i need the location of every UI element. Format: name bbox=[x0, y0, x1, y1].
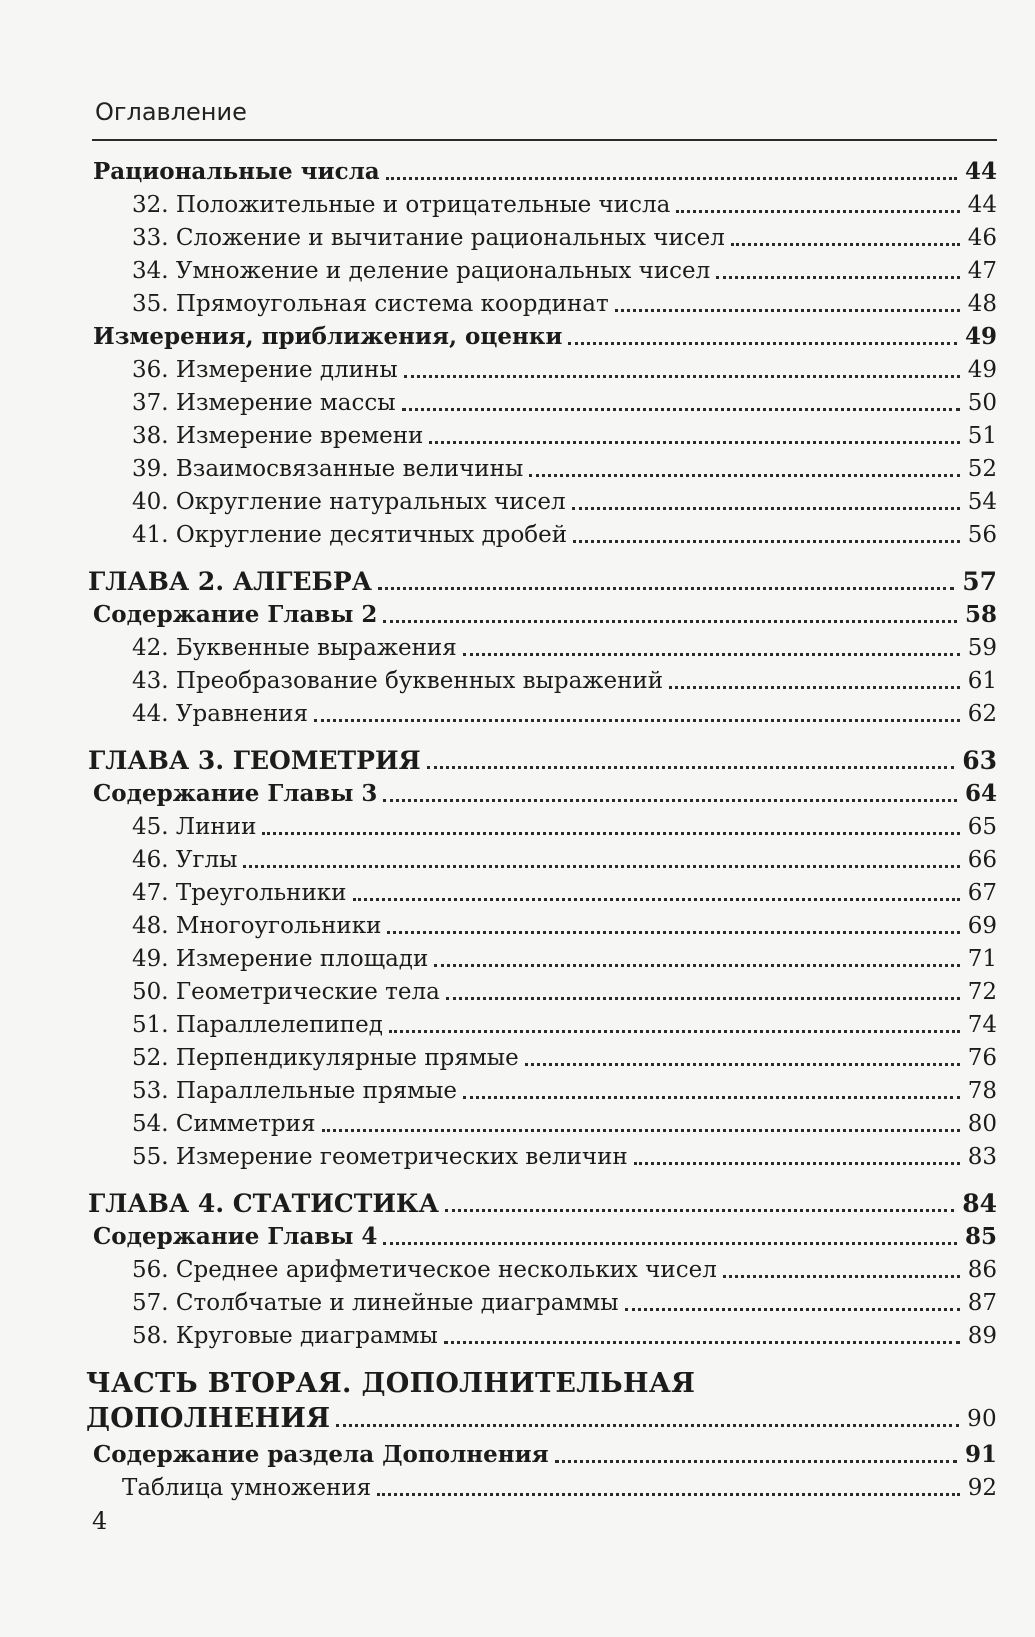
toc-entry-row bbox=[132, 388, 997, 418]
page-number: 4 bbox=[92, 1507, 108, 1535]
dot-leader bbox=[383, 620, 957, 623]
dot-leader bbox=[404, 375, 960, 378]
toc-page-number: 69 bbox=[967, 913, 997, 939]
toc-entry-title: 56. Среднее арифметическое нескольких чисел bbox=[132, 1257, 717, 1283]
toc-entry-title: 55. Измерение геометрических величин bbox=[132, 1144, 628, 1170]
dot-leader bbox=[377, 1493, 960, 1496]
toc-page-number: 54 bbox=[967, 489, 997, 515]
dot-leader bbox=[353, 898, 960, 901]
toc-entry-title: ДОПОЛНЕНИЯ bbox=[86, 1403, 331, 1434]
dot-leader bbox=[572, 507, 960, 510]
dot-leader bbox=[262, 832, 959, 835]
toc-entry-row bbox=[132, 421, 997, 451]
toc-part-row bbox=[86, 1404, 997, 1434]
toc-entry-row bbox=[132, 1076, 997, 1106]
toc-chapter-row bbox=[88, 746, 997, 776]
toc-entry-title: 48. Многоугольники bbox=[132, 913, 382, 939]
toc-page-number: 91 bbox=[964, 1441, 997, 1468]
toc-page-number: 58 bbox=[964, 601, 997, 628]
toc-entry-row bbox=[132, 487, 997, 517]
toc-entry-title: 37. Измерение массы bbox=[132, 390, 396, 416]
dot-leader bbox=[669, 686, 960, 689]
dot-leader bbox=[243, 865, 959, 868]
running-head: Оглавление bbox=[95, 98, 247, 126]
dot-leader bbox=[314, 719, 960, 722]
toc-entry-title: Рациональные числа bbox=[93, 158, 380, 185]
toc-page-number: 46 bbox=[967, 225, 997, 251]
toc-page-number: 78 bbox=[967, 1078, 997, 1104]
toc-entry-row bbox=[132, 633, 997, 663]
toc-page-number: 52 bbox=[967, 456, 997, 482]
toc-entry-row bbox=[132, 256, 997, 286]
toc-entry-title: 52. Перпендикулярные прямые bbox=[132, 1045, 519, 1071]
toc-entry-title: 35. Прямоугольная система координат bbox=[132, 291, 609, 317]
toc-entry-title: ГЛАВА 4. СТАТИСТИКА bbox=[88, 1189, 440, 1218]
toc-chapter-row bbox=[88, 567, 997, 597]
dot-leader bbox=[446, 997, 960, 1000]
toc-entry-title: 36. Измерение длины bbox=[132, 357, 398, 383]
dot-leader bbox=[322, 1129, 960, 1132]
toc-entry-row bbox=[132, 454, 997, 484]
toc-section-row bbox=[93, 322, 997, 352]
toc-page-number: 74 bbox=[967, 1012, 997, 1038]
toc-entry-row bbox=[132, 1321, 997, 1351]
toc-entry-row bbox=[132, 666, 997, 696]
toc-page-number: 72 bbox=[967, 979, 997, 1005]
dot-leader bbox=[615, 309, 960, 312]
toc-page-number: 44 bbox=[967, 192, 997, 218]
toc-entry-row bbox=[132, 699, 997, 729]
toc-entry-title: ГЛАВА 2. АЛГЕБРА bbox=[88, 567, 373, 596]
toc-page-number: 84 bbox=[962, 1189, 997, 1218]
toc-section-row bbox=[93, 157, 997, 187]
dot-leader bbox=[525, 1063, 960, 1066]
toc-page-number: 56 bbox=[967, 522, 997, 548]
toc-entry-title: 49. Измерение площади bbox=[132, 946, 429, 972]
toc-entry-row bbox=[132, 223, 997, 253]
toc-entry-row bbox=[132, 977, 997, 1007]
toc-entry-title: 51. Параллелепипед bbox=[132, 1012, 383, 1038]
dot-leader bbox=[389, 1030, 960, 1033]
toc-entry-title: 32. Положительные и отрицательные числа bbox=[132, 192, 671, 218]
toc-page-number: 59 bbox=[967, 635, 997, 661]
toc-entry-title: 50. Геометрические тела bbox=[132, 979, 440, 1005]
dot-leader bbox=[463, 1096, 960, 1099]
toc-entry-row bbox=[132, 1109, 997, 1139]
toc-entry-title: Содержание Главы 2 bbox=[93, 601, 378, 628]
toc-entry-title: 45. Линии bbox=[132, 814, 257, 840]
toc-entry-title: Измерения, приближения, оценки bbox=[93, 323, 563, 350]
dot-leader bbox=[429, 441, 959, 444]
toc-page-number: 61 bbox=[967, 668, 997, 694]
toc-entry-row bbox=[132, 878, 997, 908]
toc-entry-row bbox=[132, 1010, 997, 1040]
toc-entry-title: 44. Уравнения bbox=[132, 701, 309, 727]
toc-page-number: 71 bbox=[967, 946, 997, 972]
toc-page-number: 49 bbox=[967, 357, 997, 383]
toc-section-row bbox=[93, 600, 997, 630]
dot-leader bbox=[445, 1209, 954, 1212]
toc-entry-title: 38. Измерение времени bbox=[132, 423, 424, 449]
toc-page-number: 62 bbox=[967, 701, 997, 727]
toc-entry-title: 53. Параллельные прямые bbox=[132, 1078, 457, 1104]
dot-leader bbox=[402, 408, 960, 411]
toc-page-number: 83 bbox=[967, 1144, 997, 1170]
dot-leader bbox=[529, 474, 959, 477]
toc-entry-title: 33. Сложение и вычитание рациональных чисел bbox=[132, 225, 725, 251]
toc-entry-title: 46. Углы bbox=[132, 847, 238, 873]
dot-leader bbox=[625, 1308, 960, 1311]
toc-page-number: 89 bbox=[967, 1323, 997, 1349]
toc-entry-title: ГЛАВА 3. ГЕОМЕТРИЯ bbox=[88, 746, 421, 775]
toc-page-number: 87 bbox=[967, 1290, 997, 1316]
dot-leader bbox=[463, 653, 960, 656]
toc-page-number: 90 bbox=[967, 1406, 997, 1432]
header-rule bbox=[92, 139, 997, 141]
dot-leader bbox=[386, 177, 957, 180]
toc-entry-row bbox=[132, 1043, 997, 1073]
toc-page-number: 63 bbox=[962, 746, 997, 775]
toc-section-row bbox=[93, 1222, 997, 1252]
toc-entry-title: Таблица умножения bbox=[122, 1475, 372, 1501]
toc-entry-row bbox=[132, 845, 997, 875]
toc-entry-row bbox=[132, 355, 997, 385]
toc-page-number: 86 bbox=[967, 1257, 997, 1283]
toc-entry-title: 43. Преобразование буквенных выражений bbox=[132, 668, 664, 694]
toc-page-number: 47 bbox=[967, 258, 997, 284]
dot-leader bbox=[676, 210, 959, 213]
toc-entry-title: 41. Округление десятичных дробей bbox=[132, 522, 568, 548]
dot-leader bbox=[634, 1162, 960, 1165]
toc-entry-row bbox=[132, 520, 997, 550]
toc-page-number: 64 bbox=[964, 780, 997, 807]
dot-leader bbox=[444, 1341, 960, 1344]
toc-page-number: 50 bbox=[967, 390, 997, 416]
toc-chapter-row bbox=[88, 1189, 997, 1219]
dot-leader bbox=[387, 931, 959, 934]
dot-leader bbox=[427, 766, 955, 769]
toc-section-row bbox=[93, 779, 997, 809]
toc-page-number: 80 bbox=[967, 1111, 997, 1137]
toc-page-number: 65 bbox=[967, 814, 997, 840]
toc-page-number: 66 bbox=[967, 847, 997, 873]
dot-leader bbox=[383, 799, 957, 802]
toc-page-number: 44 bbox=[964, 158, 997, 185]
dot-leader bbox=[383, 1242, 957, 1245]
toc-entry-title: 34. Умножение и деление рациональных чисел bbox=[132, 258, 711, 284]
toc-page-number: 92 bbox=[967, 1475, 997, 1501]
toc-entry-title: 54. Симметрия bbox=[132, 1111, 316, 1137]
toc-entry-title: 39. Взаимосвязанные величины bbox=[132, 456, 524, 482]
dot-leader bbox=[723, 1275, 960, 1278]
toc-page-number: 51 bbox=[967, 423, 997, 449]
toc-entry-row bbox=[132, 911, 997, 941]
toc-entry-title: 47. Треугольники bbox=[132, 880, 347, 906]
toc-page-number: 57 bbox=[962, 567, 997, 596]
toc-page-number: 85 bbox=[964, 1223, 997, 1250]
toc-entry-title: 58. Круговые диаграммы bbox=[132, 1323, 438, 1349]
toc-entry-row bbox=[132, 812, 997, 842]
toc-entry-row bbox=[132, 289, 997, 319]
toc-entry-title: 42. Буквенные выражения bbox=[132, 635, 457, 661]
dot-leader bbox=[555, 1460, 957, 1463]
toc-entry-title: Содержание раздела Дополнения bbox=[93, 1441, 549, 1468]
toc-page-number: 76 bbox=[967, 1045, 997, 1071]
toc-entry-row bbox=[132, 1255, 997, 1285]
dot-leader bbox=[336, 1424, 959, 1427]
dot-leader bbox=[573, 540, 960, 543]
part-title-line: ЧАСТЬ ВТОРАЯ. ДОПОЛНИТЕЛЬНАЯ bbox=[86, 1368, 696, 1399]
dot-leader bbox=[568, 342, 957, 345]
toc-page-number: 48 bbox=[967, 291, 997, 317]
toc-page-number: 49 bbox=[964, 323, 997, 350]
toc-entry-title: Содержание Главы 3 bbox=[93, 780, 378, 807]
dot-leader bbox=[434, 964, 959, 967]
dot-leader bbox=[731, 243, 960, 246]
toc-page-number: 67 bbox=[967, 880, 997, 906]
toc-section-row bbox=[93, 1440, 997, 1470]
toc-entry-title: 57. Столбчатые и линейные диаграммы bbox=[132, 1290, 619, 1316]
dot-leader bbox=[716, 276, 959, 279]
toc-entry-row bbox=[132, 1288, 997, 1318]
dot-leader bbox=[378, 587, 954, 590]
toc-entry-row bbox=[132, 944, 997, 974]
toc-entry-row bbox=[132, 1142, 997, 1172]
toc-entry-title: 40. Округление натуральных чисел bbox=[132, 489, 566, 515]
toc-entry-title: Содержание Главы 4 bbox=[93, 1223, 378, 1250]
toc-entry-row bbox=[122, 1473, 997, 1503]
toc-entry-row bbox=[132, 190, 997, 220]
